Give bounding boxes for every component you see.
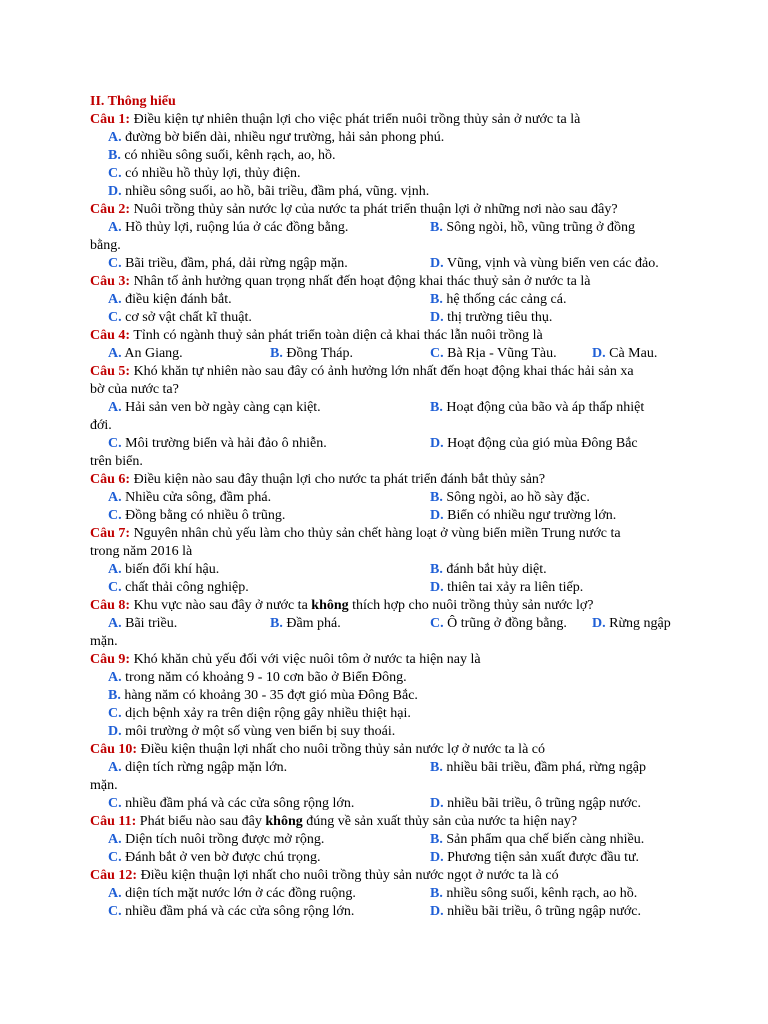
question-label: Câu 5: (90, 364, 131, 379)
option-text: Diện tích nuôi trồng được mở rộng. (125, 832, 325, 847)
option-key: C. (108, 256, 122, 271)
question-text: Nguyên nhân chủ yếu làm cho thủy sản chết hàng loạt ở vùng biển miền Trung nước ta (133, 526, 621, 541)
question-text: đúng về sản xuất thủy sản của nước ta hiện nay? (306, 814, 578, 829)
question-4 (90, 327, 690, 345)
question-label: Câu 4: (90, 328, 131, 343)
question-2 (90, 201, 690, 219)
option-key: C. (108, 166, 122, 181)
question-text: Phát biểu nào sau đây (139, 814, 262, 829)
option-key: A. (108, 490, 122, 505)
option-text: Bãi triều. (125, 616, 178, 631)
option-key: D. (430, 850, 444, 865)
option-key: B. (430, 220, 443, 235)
option-text: Biển có nhiều ngư trường lớn. (447, 508, 617, 523)
question-text: Điều kiện thuận lợi nhất cho nuôi trồng thủy sản nước lợ ở nước ta là có (140, 742, 546, 757)
option-key: C. (108, 580, 122, 595)
option-text: An Giang. (124, 346, 183, 361)
option-text: Đầm phá. (286, 616, 341, 631)
option-key: B. (270, 616, 283, 631)
option-text: Nhiều cửa sông, đầm phá. (125, 490, 272, 505)
option-text: hệ thống các cảng cá. (446, 292, 567, 307)
option-text: Sông ngòi, hồ, vũng trũng ở đồng (446, 220, 635, 235)
option-key: A. (108, 670, 122, 685)
option-key: A. (108, 346, 122, 361)
option-text: Đồng Tháp. (286, 346, 353, 361)
option-row (90, 255, 690, 273)
option-text: Rừng ngập (609, 616, 671, 631)
option-key: C. (430, 346, 444, 361)
option-text: đường bờ biển dài, nhiều ngư trường, hải sản phong phú. (125, 130, 445, 145)
option-row (90, 399, 690, 417)
option-text: nhiều bãi triều, đầm phá, rừng ngập (446, 760, 646, 775)
option-text: Hoạt động của gió mùa Đông Bắc (447, 436, 638, 451)
option-text: biến đổi khí hậu. (125, 562, 220, 577)
option-key: A. (108, 292, 122, 307)
option-continuation: bằng. (90, 238, 121, 253)
question-6 (90, 471, 690, 489)
option-row (90, 309, 690, 327)
question-text: Nhân tố ảnh hưởng quan trọng nhất đến hoạt động khai thác thuỷ sản ở nước ta là (133, 274, 591, 289)
question-12 (90, 867, 690, 885)
question-label: Câu 3: (90, 274, 131, 289)
question-label: Câu 7: (90, 526, 131, 541)
question-label: Câu 11: (90, 814, 137, 829)
option-row (90, 165, 690, 183)
option-row (90, 705, 690, 723)
option-text: trong năm có khoảng 9 - 10 cơn bão ở Biển Đông. (125, 670, 407, 685)
option-key: A. (108, 130, 122, 145)
option-text: điều kiện đánh bắt. (125, 292, 232, 307)
option-text: Ô trũng ở đồng bằng. (447, 616, 567, 631)
question-text-continuation: bờ của nước ta? (90, 382, 179, 397)
option-key: B. (430, 490, 443, 505)
option-key: B. (108, 688, 121, 703)
question-keyword: không (265, 814, 303, 829)
question-text: Điều kiện nào sau đây thuận lợi cho nước ta phát triển đánh bắt thủy sản? (133, 472, 546, 487)
option-text: Hồ thủy lợi, ruộng lúa ở các đồng bằng. (125, 220, 349, 235)
question-text: Khu vực nào sau đây ở nước ta (133, 598, 308, 613)
option-row (90, 885, 690, 903)
option-text: Phương tiện sản xuất được đầu tư. (447, 850, 640, 865)
option-key: D. (430, 256, 444, 271)
option-text: Đồng bằng có nhiều ô trũng. (125, 508, 286, 523)
option-row (90, 345, 690, 363)
option-text: Môi trường biển và hải đảo ô nhiễn. (125, 436, 327, 451)
option-text: có nhiều hồ thủy lợi, thủy điện. (125, 166, 301, 181)
option-text: Bãi triều, đầm, phá, dải rừng ngập mặn. (125, 256, 348, 271)
option-row (90, 849, 690, 867)
question-7 (90, 525, 690, 543)
option-key: C. (108, 850, 122, 865)
option-key: B. (430, 400, 443, 415)
option-row (90, 507, 690, 525)
option-key: B. (430, 562, 443, 577)
question-text-continuation: trong năm 2016 là (90, 544, 193, 559)
option-key: C. (430, 616, 444, 631)
option-text: nhiều sông suối, kênh rạch, ao hồ. (446, 886, 638, 901)
question-text: Điều kiện tự nhiên thuận lợi cho việc phát triển nuôi trồng thủy sản ở nước ta là (133, 112, 581, 127)
option-row (90, 489, 690, 507)
option-key: A. (108, 886, 122, 901)
option-text: Hải sản ven bờ ngày càng cạn kiệt. (125, 400, 321, 415)
option-key: D. (430, 310, 444, 325)
option-row (90, 219, 690, 237)
option-text: hàng năm có khoảng 30 - 35 đợt gió mùa Đông Bắc. (124, 688, 418, 703)
option-text: cơ sở vật chất kĩ thuật. (125, 310, 252, 325)
section-title: II. Thông hiểu (90, 94, 176, 109)
question-label: Câu 10: (90, 742, 138, 757)
option-row (90, 561, 690, 579)
option-row (90, 129, 690, 147)
option-text: nhiều sông suối, ao hồ, bãi triều, đầm phá, vũng. vịnh. (125, 184, 430, 199)
option-continuation: đới. (90, 418, 112, 433)
option-row (90, 579, 690, 597)
option-text: nhiều đầm phá và các cửa sông rộng lớn. (125, 796, 355, 811)
option-text: đánh bắt hủy diệt. (446, 562, 547, 577)
option-key: B. (430, 760, 443, 775)
option-row (90, 147, 690, 165)
question-text: Khó khăn tự nhiên nào sau đây có ảnh hưởng lớn nhất đến hoạt động khai thác hải sản xa (133, 364, 634, 379)
option-row (90, 435, 690, 453)
option-row (90, 183, 690, 201)
option-text: có nhiều sông suối, kênh rạch, ao, hồ. (124, 148, 336, 163)
option-key: C. (108, 508, 122, 523)
option-row (90, 723, 690, 741)
option-text: Đánh bắt ở ven bờ được chú trọng. (125, 850, 321, 865)
option-key: A. (108, 220, 122, 235)
option-key: C. (108, 904, 122, 919)
option-key: D. (430, 580, 444, 595)
option-continuation: mặn. (90, 634, 118, 649)
option-key: B. (430, 832, 443, 847)
question-text: Nuôi trồng thủy sản nước lợ của nước ta phát triển thuận lợi ở những nơi nào sau đây? (133, 202, 618, 217)
option-key: C. (108, 796, 122, 811)
question-text: Khó khăn chủ yếu đối với việc nuôi tôm ở nước ta hiện nay là (133, 652, 481, 667)
option-text: thiên tai xảy ra liên tiếp. (447, 580, 584, 595)
option-key: A. (108, 616, 122, 631)
option-key: A. (108, 400, 122, 415)
option-text: thị trường tiêu thụ. (447, 310, 553, 325)
option-key: A. (108, 760, 122, 775)
question-10 (90, 741, 690, 759)
option-text: diện tích rừng ngập mặn lớn. (125, 760, 288, 775)
option-row (90, 291, 690, 309)
option-text: Sản phẩm qua chế biến càng nhiều. (446, 832, 645, 847)
option-row (90, 795, 690, 813)
question-label: Câu 2: (90, 202, 131, 217)
option-key: C. (108, 436, 122, 451)
option-text: Cà Mau. (609, 346, 658, 361)
option-row (90, 669, 690, 687)
question-label: Câu 12: (90, 868, 138, 883)
option-text: dịch bệnh xảy ra trên diện rộng gây nhiều thiệt hại. (125, 706, 411, 721)
question-1 (90, 111, 690, 129)
option-text: chất thải công nghiệp. (125, 580, 249, 595)
option-key: D. (430, 904, 444, 919)
option-key: C. (108, 310, 122, 325)
option-text: Hoạt động của bão và áp thấp nhiệt (446, 400, 645, 415)
option-row (90, 615, 690, 633)
question-label: Câu 1: (90, 112, 131, 127)
option-row (90, 903, 690, 921)
option-text: nhiều đầm phá và các cửa sông rộng lớn. (125, 904, 355, 919)
option-continuation: trên biển. (90, 454, 143, 469)
option-row (90, 831, 690, 849)
option-key: D. (430, 436, 444, 451)
option-text: nhiều bãi triều, ô trũng ngập nước. (447, 796, 641, 811)
question-3 (90, 273, 690, 291)
option-continuation: mặn. (90, 778, 118, 793)
question-8 (90, 597, 690, 615)
option-key: B. (108, 148, 121, 163)
option-text: diện tích mặt nước lớn ở các đồng ruộng. (125, 886, 356, 901)
question-label: Câu 9: (90, 652, 131, 667)
question-5 (90, 363, 690, 381)
question-9 (90, 651, 690, 669)
option-key: D. (108, 724, 122, 739)
option-text: Vũng, vịnh và vùng biển ven các đảo. (446, 256, 659, 271)
option-text: môi trường ở một số vùng ven biển bị suy thoái. (125, 724, 396, 739)
option-key: B. (430, 886, 443, 901)
question-label: Câu 8: (90, 598, 131, 613)
option-key: D. (108, 184, 122, 199)
option-key: B. (430, 292, 443, 307)
option-key: B. (270, 346, 283, 361)
option-text: Bà Rịa - Vũng Tàu. (447, 346, 557, 361)
option-key: A. (108, 562, 122, 577)
option-text: Sông ngòi, ao hồ sày đặc. (446, 490, 590, 505)
option-key: C. (108, 706, 122, 721)
option-key: D. (430, 508, 444, 523)
question-label: Câu 6: (90, 472, 131, 487)
option-key: D. (592, 616, 606, 631)
option-row (90, 687, 690, 705)
option-key: A. (108, 832, 122, 847)
option-row (90, 759, 690, 777)
question-text: Điều kiện thuận lợi nhất cho nuôi trồng thủy sản nước ngọt ở nước ta là có (140, 868, 559, 883)
question-11 (90, 813, 690, 831)
option-key: D. (592, 346, 606, 361)
question-text: Tỉnh có ngành thuỷ sản phát triển toàn diện cả khai thác lẫn nuôi trồng là (133, 328, 543, 343)
question-text: thích hợp cho nuôi trồng thủy sản nước lợ? (352, 598, 594, 613)
question-keyword: không (311, 598, 349, 613)
option-key: D. (430, 796, 444, 811)
document-body (90, 93, 690, 921)
option-text: nhiều bãi triều, ô trũng ngập nước. (447, 904, 641, 919)
